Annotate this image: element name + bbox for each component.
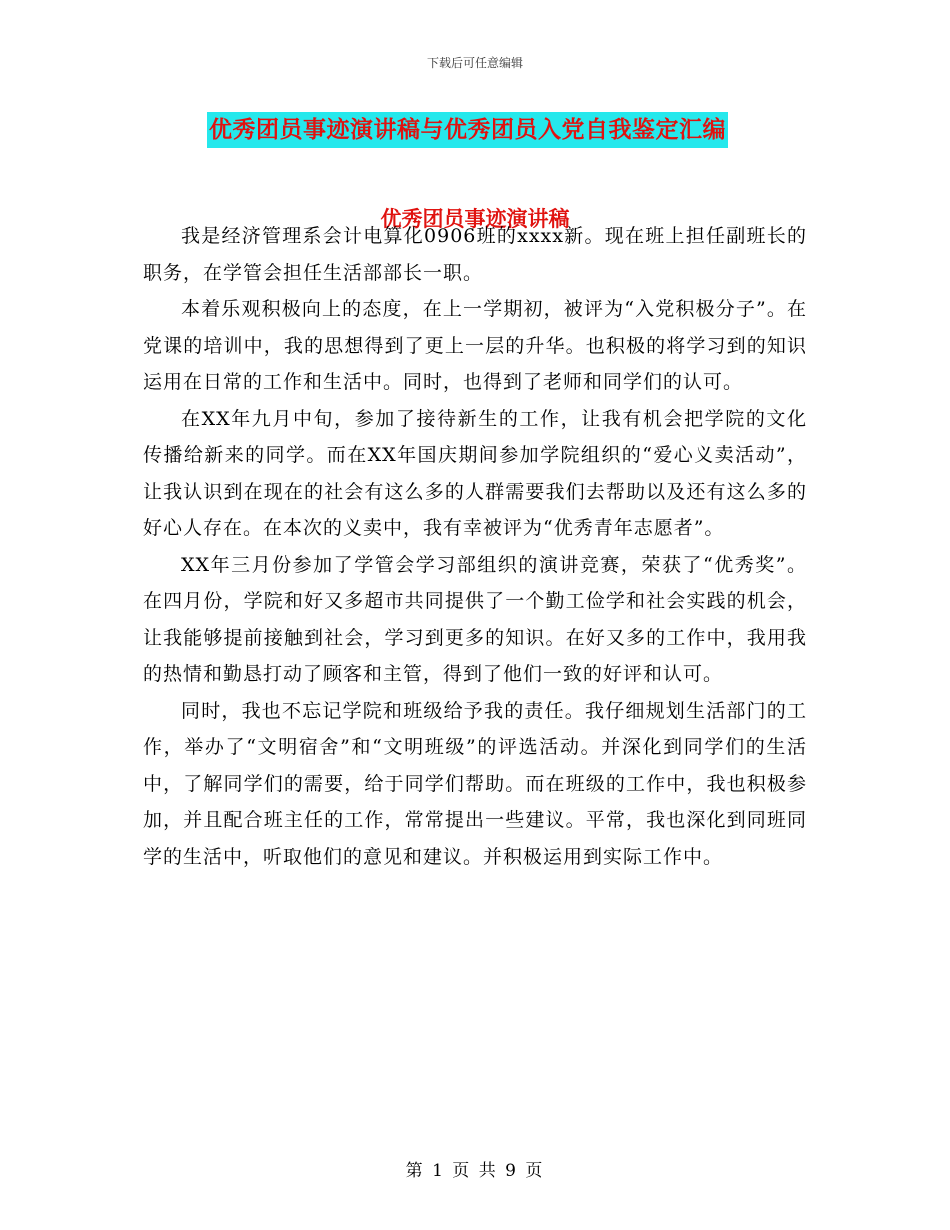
document-title: 优秀团员事迹演讲稿与优秀团员入党自我鉴定汇编 xyxy=(207,112,728,148)
paragraph: 在XX年九月中旬，参加了接待新生的工作，让我有机会把学院的文化传播给新来的同学。而在XX年国庆期间参加学院组织的“爱心义卖活动”，让我认识到在现在的社会有这么多的人群需要我们去帮助以及还有这么多的好心人存在。在本次的义卖中，我有幸被评为“优秀青年志愿者”。 xyxy=(143,407,807,539)
paragraph: 同时，我也不忘记学院和班级给予我的责任。我仔细规划生活部门的工作，举办了“文明宿舍”和“文明班级”的评选活动。并深化到同学们的生活中，了解同学们的需要，给于同学们帮助。而在班级的工作中，我也积极参加，并且配合班主任的工作，常常提出一些建议。平常，我也深化到同班同学的生活中，听取他们的意见和建议。并积极运用到实际工作中。 xyxy=(143,699,807,868)
paragraph: XX年三月份参加了学管会学习部组织的演讲竞赛，荣获了“优秀奖”。在四月份，学院和好又多超市共同提供了一个勤工俭学和社会实践的机会，让我能够提前接触到社会，学习到更多的知识。在好又多的工作中，我用我的热情和勤恳打动了顾客和主管，得到了他们一致的好评和认可。 xyxy=(143,553,807,685)
body-text xyxy=(143,218,807,875)
page-number: 第 1 页 共 9 页 xyxy=(405,1161,545,1181)
header-note: 下载后可任意编辑 xyxy=(426,56,523,70)
paragraph: 本着乐观积极向上的态度，在上一学期初，被评为“入党积极分子”。在党课的培训中，我的思想得到了更上一层的升华。也积极的将学习到的知识运用在日常的工作和生活中。同时，也得到了老师和同学们的认可。 xyxy=(143,298,807,393)
main-title-wrap xyxy=(207,112,728,148)
paragraph: 我是经济管理系会计电算化0906班的xxxx新。现在班上担任副班长的职务，在学管会担任生活部部长一职。 xyxy=(143,225,807,284)
section-title: 优秀团员事迹演讲稿 xyxy=(380,207,570,231)
